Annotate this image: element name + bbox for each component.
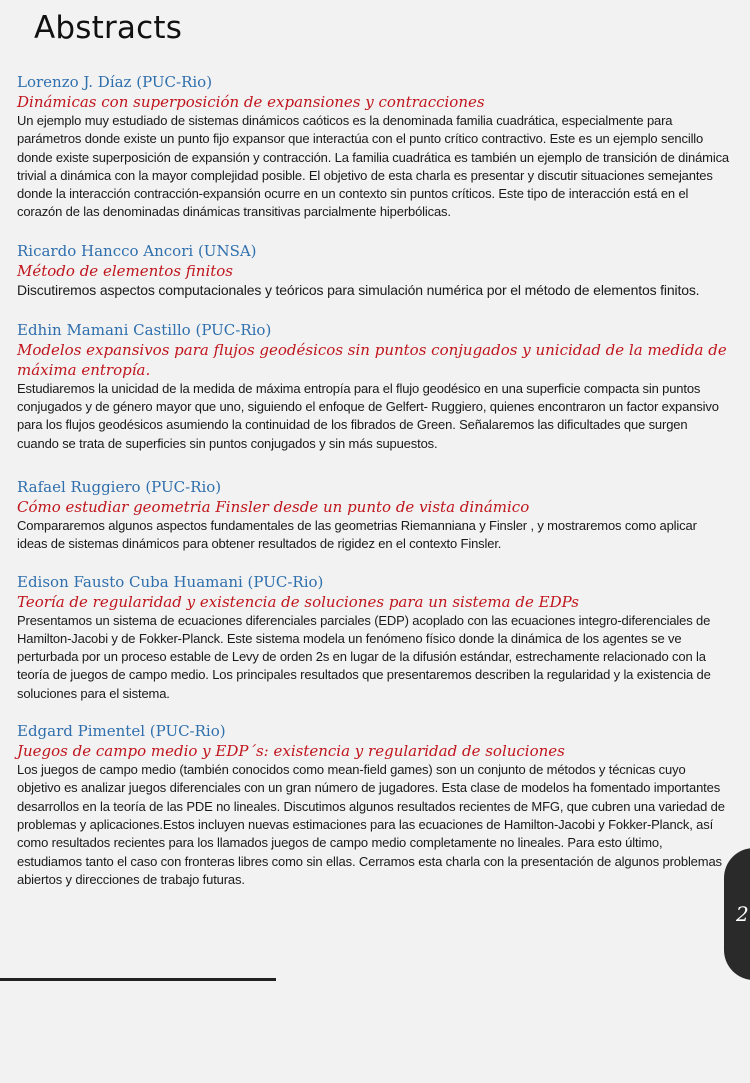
abstract-text: Estudiaremos la unicidad de la medida de máxima entropía para el flujo geodésico en una superficie compacta sin puntos conjugados y de género mayor que uno, siguiendo el enfoque de Gelfert- Ruggiero, quienes encontraron un factor expansivo para los flujos geodésicos asumiendo la continuidad de los fibrados de Green. Señalaremos las dificultades que surgen cuando se trata de superficies sin puntos conjugados y sin más supuestos. — [17, 380, 719, 451]
author-name: Edhin Mamani Castillo (PUC-Rio) — [17, 320, 272, 339]
abstract-text: Un ejemplo muy estudiado de sistemas dinámicos caóticos es la denominada familia cuadrática, especialmente para parámetros donde existe un punto fijo expansor que interactúa con el punto crítico contractivo. Este es un ejemplo sencillo donde existe superposición de expansión y contracción. La familia cuadrática es también un ejemplo de transición de dinámica trivial a dinámica con la mayor complejidad posible. El objetivo de esta charla es presentar y discutir situaciones semejantes donde la interacción contracción-expansión ocurre en un contexto sin puntos críticos. Este tipo de interacción está en el corazón de las denominadas dinámicas transitivas parcialmente hiperbólicas. — [17, 113, 729, 220]
talk-title: Dinámicas con superposición de expansiones y contracciones — [17, 93, 485, 111]
author-name: Ricardo Hancco Ancori (UNSA) — [17, 241, 257, 260]
page-title: Abstracts — [34, 10, 183, 46]
abstract-entry — [17, 477, 730, 554]
author-name: Rafael Ruggiero (PUC-Rio) — [17, 477, 222, 496]
abstract-entry — [17, 72, 730, 222]
abstract-entry — [17, 721, 730, 889]
abstract-list — [17, 72, 730, 889]
page-number: 2 — [736, 902, 749, 926]
abstract-entry — [17, 241, 730, 300]
abstract-text: Presentamos un sistema de ecuaciones diferenciales parciales (EDP) acoplado con las ecuaciones integro-diferenciales de Hamilton-Jacobi y de Fokker-Planck. Este sistema modela un fenómeno físico donde la dinámica de los agentes se ve perturbada por un proceso estable de Levy de orden 2s en lugar de la difusión estándar, estrechamente relacionado con la teoría de juegos de campo medio. Los principales resultados que presentaremos describen la regularidad y la existencia de soluciones para el sistema. — [17, 612, 711, 701]
talk-title: Teoría de regularidad y existencia de soluciones para un sistema de EDPs — [17, 592, 579, 611]
footer-rule — [0, 978, 276, 981]
author-name: Lorenzo J. Díaz (PUC-Rio) — [17, 73, 213, 91]
abstract-text: Los juegos de campo medio (también conocidos como mean-field games) son un conjunto de métodos y técnicas cuyo objetivo es analizar juegos diferenciales con un gran número de jugadores. Esta clase de modelos ha fomentado importantes desarrollos en la teoría de las PDE no lineales. Discutimos algunos resultados recientes de MFG, que cubren una variedad de problemas y aplicaciones.Estos incluyen nuevas estimaciones para las ecuaciones de Hamilton-Jacobi y Fokker-Planck, así como resultados recientes para los llamados juegos de campo medio completamente no lineales. Para esto último, estudiamos tanto el caso con fronteras libres como sin ellas. Cerramos esta charla con la presentación de algunos problemas abiertos y direcciones de trabajo futuras. — [17, 762, 725, 887]
talk-title: Cómo estudiar geometria Finsler desde un punto de vista dinámico — [17, 497, 530, 516]
abstract-entry — [17, 320, 730, 453]
abstract-text: Compararemos algunos aspectos fundamentales de las geometrias Riemanniana y Finsler , y mostraremos como aplicar ideas de sistemas dinámicos para obtener resultados de rigidez en el contexto Finsler. — [17, 517, 697, 552]
talk-title: Juegos de campo medio y EDP´s: existencia y regularidad de soluciones — [17, 742, 565, 761]
abstract-entry — [17, 572, 730, 703]
talk-title: Método de elementos finitos — [17, 261, 233, 280]
author-name: Edison Fausto Cuba Huamani (PUC-Rio) — [17, 572, 324, 591]
talk-title: Modelos expansivos para flujos geodésicos sin puntos conjugados y unicidad de la medida de máxima entropía. — [17, 340, 727, 379]
abstract-text: Discutiremos aspectos computacionales y teóricos para simulación numérica por el método de elementos finitos. — [17, 281, 700, 298]
author-name: Edgard Pimentel (PUC-Rio) — [17, 722, 226, 741]
